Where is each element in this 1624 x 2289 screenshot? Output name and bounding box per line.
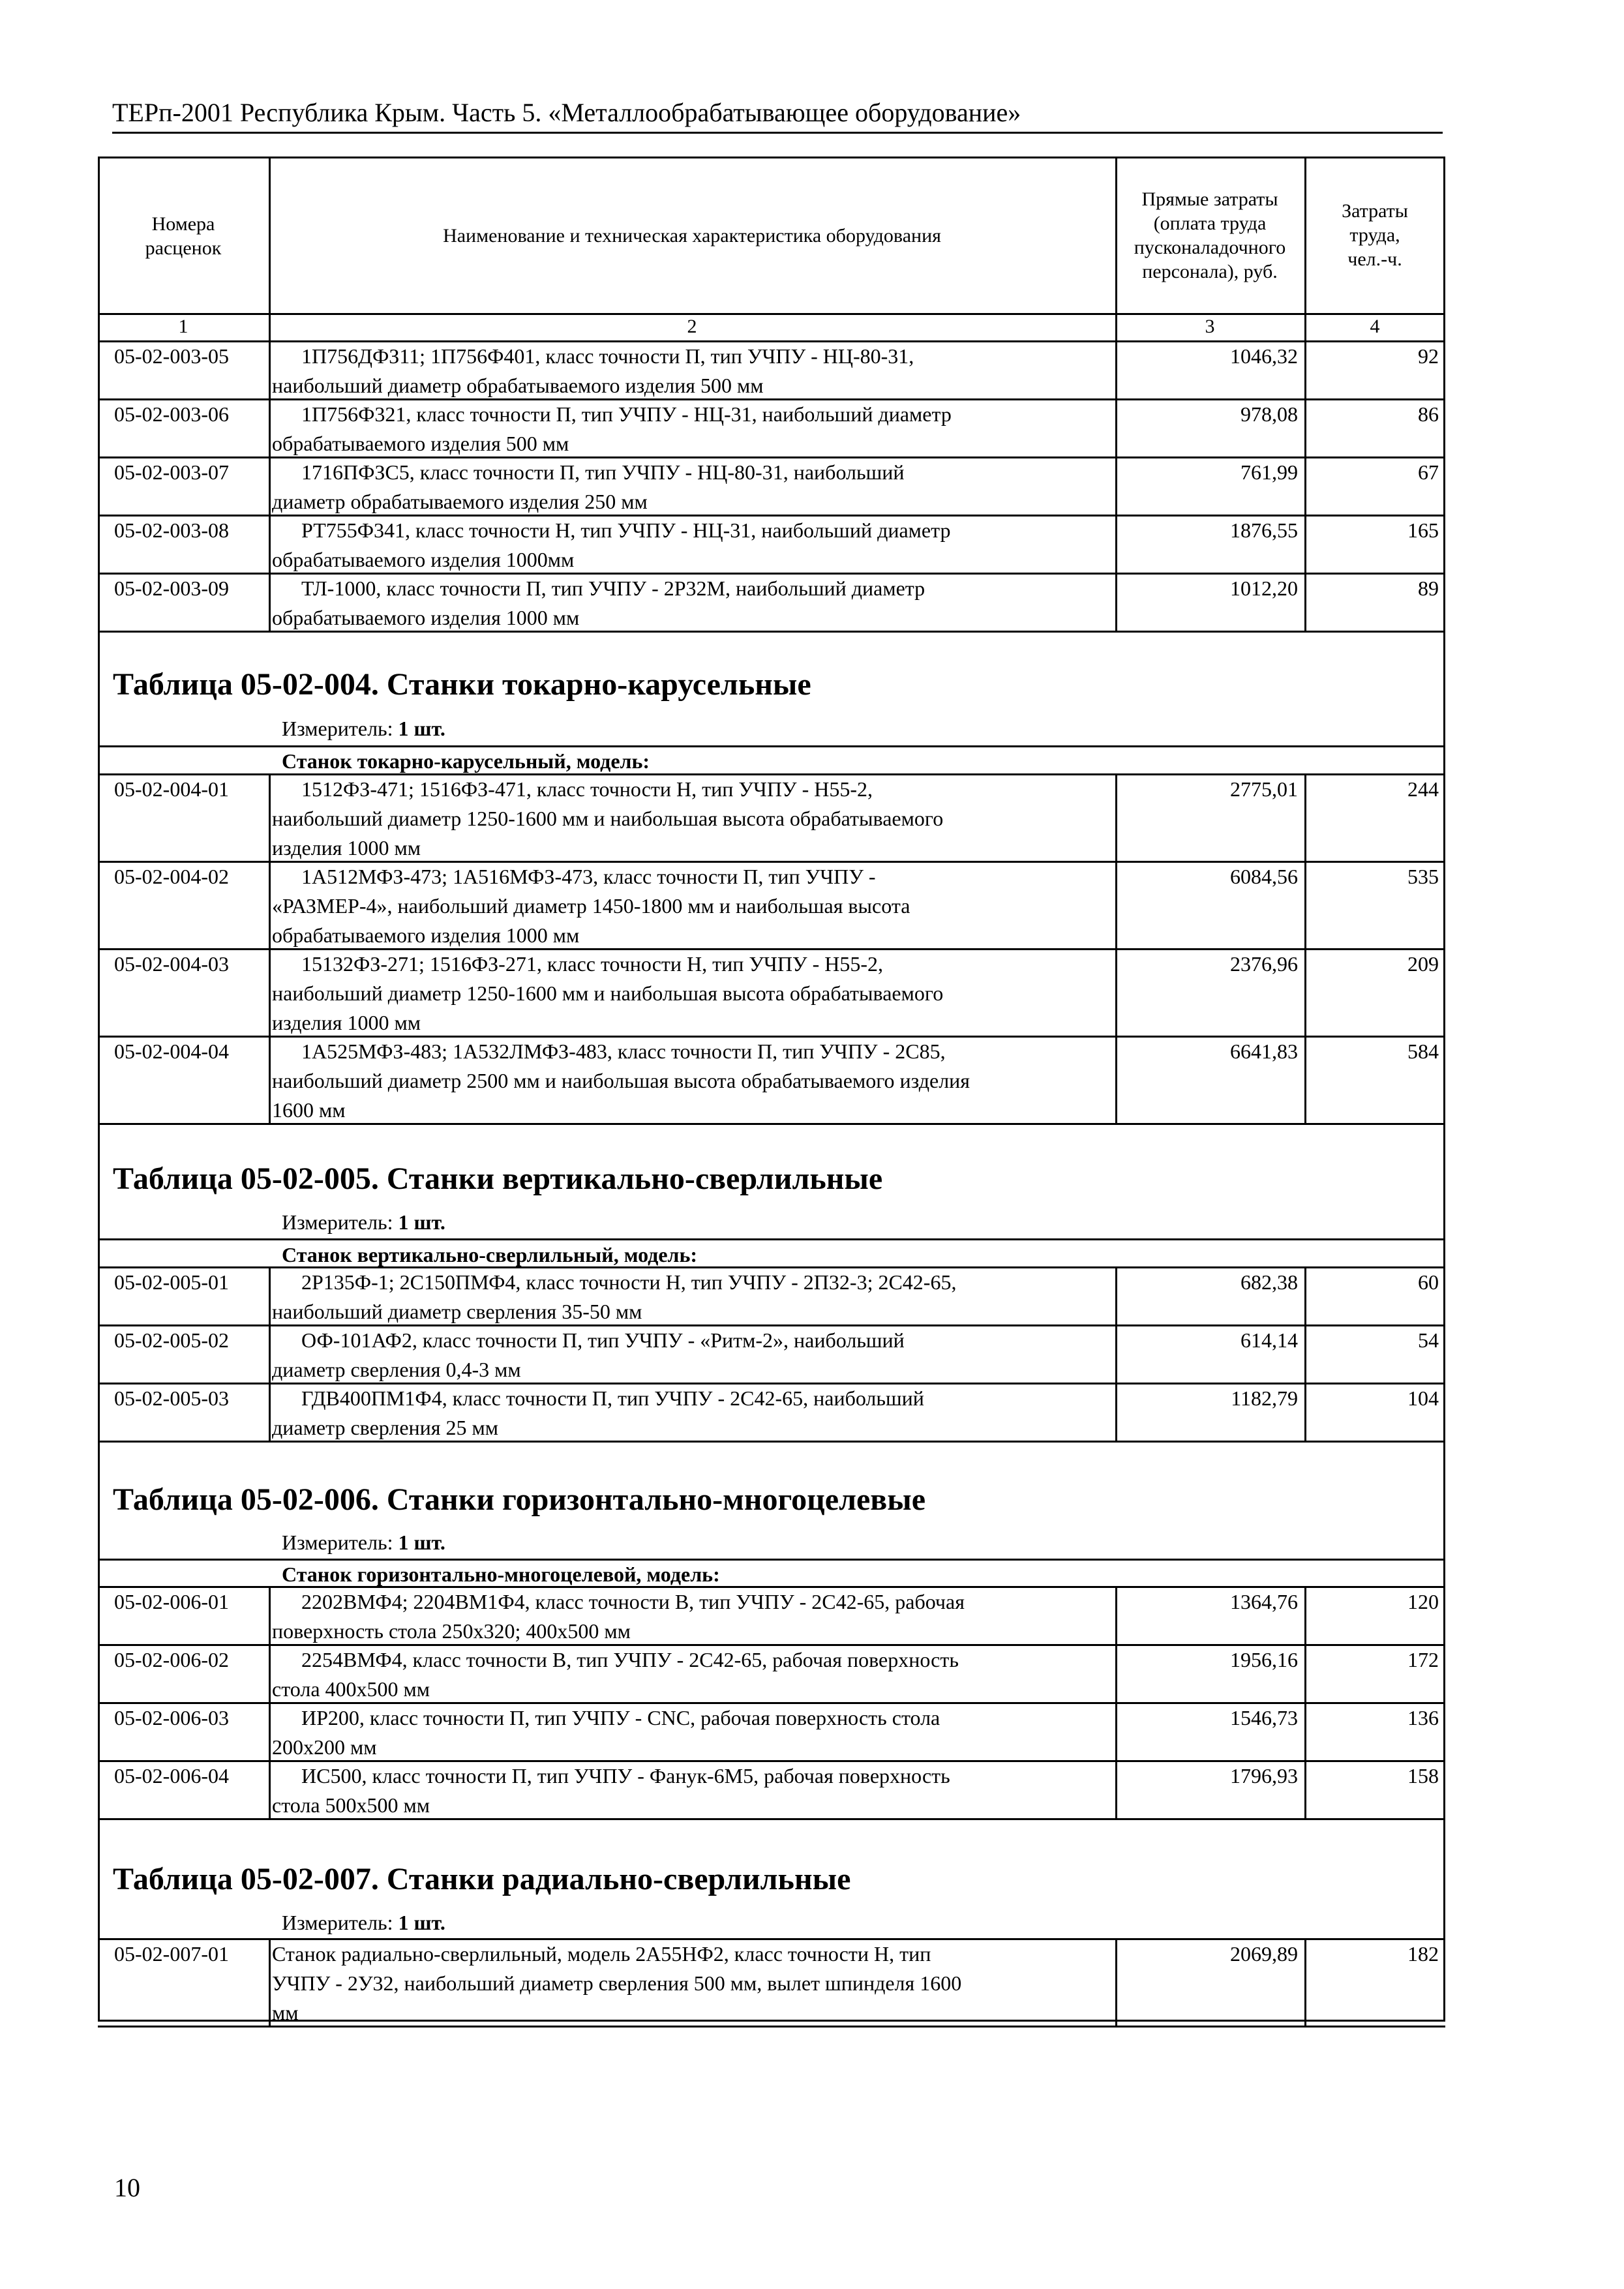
rate-description-line: 1П756ДФЗ11; 1П756Ф401, класс точности П, тип УЧПУ - НЦ-80-31, <box>301 344 914 368</box>
unit-006 <box>282 1528 445 1557</box>
rate-description-line: мм <box>272 2001 299 2024</box>
unit-004 <box>282 714 445 743</box>
table-title-004: Таблица 05-02-004. Станки токарно-карусельные <box>113 667 811 702</box>
rate-code: 05-02-003-08 <box>114 518 229 542</box>
rate-description-line: ГДВ400ПМ1Ф4, класс точности П, тип УЧПУ - 2С42-65, наибольший <box>301 1386 924 1410</box>
rate-code: 05-02-006-03 <box>114 1706 229 1729</box>
rate-description-line: ТЛ-1000, класс точности П, тип УЧПУ - 2Р32М, наибольший диаметр <box>301 576 925 600</box>
rate-description-line: наибольший диаметр 1250-1600 мм и наибольшая высота обрабатываемого <box>272 807 944 830</box>
rate-code: 05-02-004-04 <box>114 1040 229 1063</box>
rate-description-line: изделия 1000 мм <box>272 836 421 860</box>
rate-description-line: наибольший диаметр 2500 мм и наибольшая высота обрабатываемого изделия <box>272 1069 970 1092</box>
unit-007 <box>282 1908 445 1937</box>
rate-code: 05-02-004-03 <box>114 952 229 976</box>
rate-code: 05-02-007-01 <box>114 1942 229 1966</box>
rate-description-line: 1П756Ф321, класс точности П, тип УЧПУ - НЦ-31, наибольший диаметр <box>301 402 952 426</box>
col-header-cost-line: пусконаладочного <box>1134 237 1286 258</box>
cost-value: 1796,93 <box>1230 1764 1298 1788</box>
column-rule <box>269 1938 271 2026</box>
unit-label: Измеритель: <box>282 1210 393 1234</box>
page-number: 10 <box>114 2173 140 2202</box>
unit-value: 1 шт. <box>398 1531 445 1554</box>
rate-description-line: «РАЗМЕР-4», наибольший диаметр 1450-1800 мм и наибольшая высота <box>272 894 910 918</box>
unit-value: 1 шт. <box>398 1911 445 1934</box>
rate-description-line: 1600 мм <box>272 1098 346 1122</box>
rate-description-line: поверхность стола 250х320; 400х500 мм <box>272 1619 631 1643</box>
labor-value: 165 <box>1407 518 1439 542</box>
table-title-006: Таблица 05-02-006. Станки горизонтально-многоцелевые <box>113 1482 926 1517</box>
rate-description-line: 1А525МФЗ-483; 1А532ЛМФЗ-483, класс точности П, тип УЧПУ - 2С85, <box>301 1040 946 1063</box>
cost-value: 1876,55 <box>1230 518 1298 542</box>
labor-value: 535 <box>1407 865 1439 888</box>
cost-value: 978,08 <box>1241 402 1298 426</box>
column-rule <box>1304 773 1306 1123</box>
col-header-codes-line: расценок <box>145 237 222 259</box>
rate-description-line: 1А512МФЗ-473; 1А516МФЗ-473, класс точности П, тип УЧПУ - <box>301 865 876 888</box>
rate-code: 05-02-004-02 <box>114 865 229 888</box>
rate-description-line: наибольший диаметр 1250-1600 мм и наибольшая высота обрабатываемого <box>272 981 944 1005</box>
cost-value: 6641,83 <box>1230 1040 1298 1063</box>
rate-code: 05-02-005-02 <box>114 1328 229 1352</box>
col-number-3: 3 <box>1205 316 1215 337</box>
cost-value: 6084,56 <box>1230 865 1298 888</box>
col-header-labor-line: чел.-ч. <box>1347 248 1402 270</box>
rate-code: 05-02-003-07 <box>114 460 229 484</box>
rate-description-line: обрабатываемого изделия 500 мм <box>272 432 569 455</box>
cost-value: 1956,16 <box>1230 1648 1298 1671</box>
group-006: Станок горизонтально-многоцелевой, модель: <box>282 1563 720 1586</box>
unit-value: 1 шт. <box>398 1210 445 1234</box>
labor-value: 60 <box>1418 1270 1439 1294</box>
rate-code: 05-02-003-05 <box>114 344 229 368</box>
labor-value: 86 <box>1418 402 1439 426</box>
cost-value: 2069,89 <box>1230 1942 1298 1966</box>
rate-description-line: ИС500, класс точности П, тип УЧПУ - Фанук-6М5, рабочая поверхность <box>301 1764 950 1788</box>
labor-value: 172 <box>1407 1648 1439 1671</box>
labor-value: 209 <box>1407 952 1439 976</box>
table-rule <box>98 2026 1445 2027</box>
rate-description-line: диаметр сверления 0,4-3 мм <box>272 1358 521 1381</box>
rate-code: 05-02-006-04 <box>114 1764 229 1788</box>
labor-value: 584 <box>1407 1040 1439 1063</box>
rate-code: 05-02-006-01 <box>114 1590 229 1613</box>
column-rule <box>269 340 271 631</box>
col-header-labor-line: труда, <box>1349 224 1400 246</box>
rate-code: 05-02-005-01 <box>114 1270 229 1294</box>
rate-description-line: изделия 1000 мм <box>272 1011 421 1034</box>
rate-description-line: стола 500х500 мм <box>272 1793 430 1817</box>
rate-code: 05-02-004-01 <box>114 777 229 801</box>
rate-code: 05-02-003-09 <box>114 576 229 600</box>
unit-value: 1 шт. <box>398 717 445 740</box>
rate-description-line: наибольший диаметр обрабатываемого изделия 500 мм <box>272 374 764 397</box>
labor-value: 136 <box>1407 1706 1439 1729</box>
rate-description-line: наибольший диаметр сверления 35-50 мм <box>272 1300 642 1323</box>
rate-code: 05-02-003-06 <box>114 402 229 426</box>
cost-value: 614,14 <box>1241 1328 1298 1352</box>
table-title-007: Таблица 05-02-007. Станки радиально-сверлильные <box>113 1862 851 1896</box>
cost-value: 1182,79 <box>1231 1386 1298 1410</box>
cost-value: 682,38 <box>1241 1270 1298 1294</box>
rate-description-line: Станок радиально-сверлильный, модель 2А55НФ2, класс точности Н, тип <box>272 1942 931 1966</box>
labor-value: 182 <box>1407 1942 1439 1966</box>
rate-description-line: 2254ВМФ4, класс точности В, тип УЧПУ - 2С42-65, рабочая поверхность <box>301 1648 959 1671</box>
rate-code: 05-02-006-02 <box>114 1648 229 1671</box>
rate-description-line: обрабатываемого изделия 1000 мм <box>272 606 580 629</box>
labor-value: 104 <box>1407 1386 1439 1410</box>
col-header-codes <box>98 212 269 260</box>
column-rule <box>269 157 271 340</box>
cost-value: 2376,96 <box>1230 952 1298 976</box>
group-004: Станок токарно-карусельный, модель: <box>282 749 650 773</box>
labor-value: 244 <box>1407 777 1439 801</box>
unit-005 <box>282 1208 445 1236</box>
col-number-2: 2 <box>687 316 697 337</box>
rate-description-line: 200х200 мм <box>272 1735 377 1759</box>
col-header-cost-line: (оплата труда <box>1153 213 1267 234</box>
col-number-1: 1 <box>178 316 188 337</box>
col-header-cost-line: персонала), руб. <box>1142 261 1278 282</box>
unit-label: Измеритель: <box>282 1531 393 1554</box>
col-header-labor-line: Затраты <box>1342 200 1408 222</box>
labor-value: 92 <box>1418 344 1439 368</box>
rate-description-line: обрабатываемого изделия 1000 мм <box>272 923 580 947</box>
rate-description-line: 2Р135Ф-1; 2С150ПМФ4, класс точности Н, тип УЧПУ - 2П32-3; 2С42-65, <box>301 1270 957 1294</box>
rate-description-line: диаметр сверления 25 мм <box>272 1416 498 1439</box>
col-header-cost-line: Прямые затраты <box>1141 188 1278 210</box>
labor-value: 89 <box>1418 576 1439 600</box>
unit-label: Измеритель: <box>282 1911 393 1934</box>
rate-description-line: 1512ФЗ-471; 1516ФЗ-471, класс точности Н, тип УЧПУ - Н55-2, <box>301 777 873 801</box>
group-005: Станок вертикально-сверлильный, модель: <box>282 1243 698 1266</box>
cost-value: 1046,32 <box>1230 344 1298 368</box>
labor-value: 120 <box>1407 1590 1439 1613</box>
rate-description-line: 2202ВМФ4; 2204ВМ1Ф4, класс точности В, тип УЧПУ - 2С42-65, рабочая <box>301 1590 965 1613</box>
col-header-codes-line: Номера <box>151 213 215 235</box>
labor-value: 67 <box>1418 460 1439 484</box>
cost-value: 1364,76 <box>1230 1590 1298 1613</box>
rate-description-line: ОФ-101АФ2, класс точности П, тип УЧПУ - «Ритм-2», наибольший <box>301 1328 905 1352</box>
column-rule <box>269 1266 271 1441</box>
rate-description-line: УЧПУ - 2У32, наибольший диаметр сверления 500 мм, вылет шпинделя 1600 <box>272 1971 962 1995</box>
rate-description-line: диаметр обрабатываемого изделия 250 мм <box>272 490 648 513</box>
col-header-labor <box>1304 199 1445 271</box>
cost-value: 1012,20 <box>1230 576 1298 600</box>
col-header-description: Наименование и техническая характеристика оборудования <box>443 225 941 247</box>
column-rule <box>269 773 271 1123</box>
rate-description-line: обрабатываемого изделия 1000мм <box>272 548 575 571</box>
col-number-4: 4 <box>1370 316 1380 337</box>
rate-description-line: 15132ФЗ-271; 1516ФЗ-271, класс точности Н, тип УЧПУ - Н55-2, <box>301 952 883 976</box>
rate-description-line: 1716ПФЗС5, класс точности П, тип УЧПУ - НЦ-80-31, наибольший <box>301 460 905 484</box>
rate-description-line: РТ755Ф341, класс точности Н, тип УЧПУ - НЦ-31, наибольший диаметр <box>301 518 951 542</box>
cost-value: 2775,01 <box>1230 777 1298 801</box>
unit-label: Измеритель: <box>282 717 393 740</box>
cost-value: 1546,73 <box>1230 1706 1298 1729</box>
labor-value: 158 <box>1407 1764 1439 1788</box>
cost-value: 761,99 <box>1241 460 1298 484</box>
rate-description-line: ИР200, класс точности П, тип УЧПУ - CNC, рабочая поверхность стола <box>301 1706 940 1729</box>
column-rule <box>1115 773 1117 1123</box>
rate-code: 05-02-005-03 <box>114 1386 229 1410</box>
col-header-cost <box>1115 187 1304 284</box>
page-header: ТЕРп-2001 Республика Крым. Часть 5. «Металлообрабатывающее оборудование» <box>112 95 1443 134</box>
column-rule <box>269 1586 271 1818</box>
rate-description-line: стола 400х500 мм <box>272 1677 430 1701</box>
labor-value: 54 <box>1418 1328 1439 1352</box>
table-title-005: Таблица 05-02-005. Станки вертикально-сверлильные <box>113 1161 883 1196</box>
